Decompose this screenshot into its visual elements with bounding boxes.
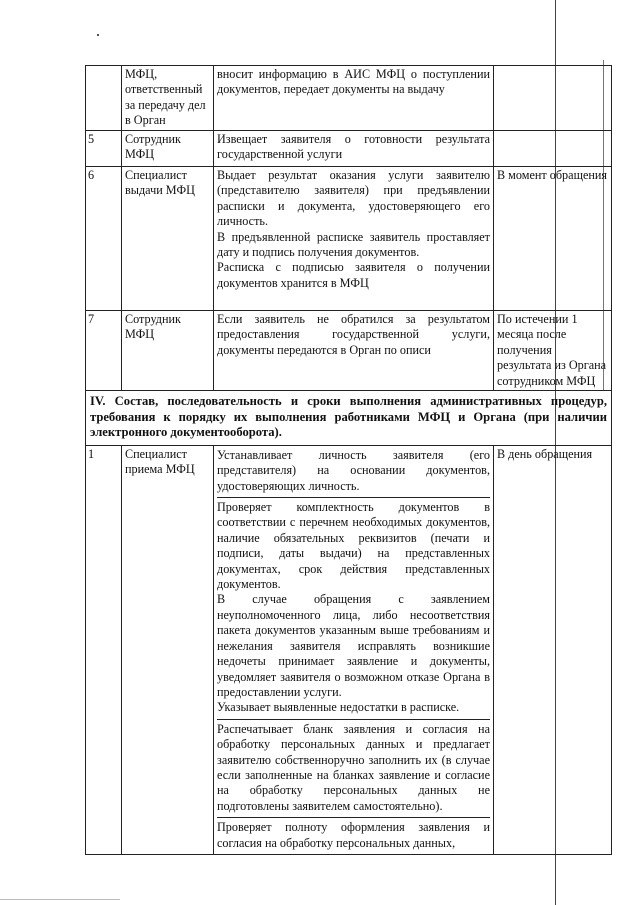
table-row — [86, 167, 612, 311]
procedures-table — [85, 65, 612, 855]
executor-cell: Сотрудник МФЦ — [122, 131, 214, 167]
action-step: Устанавливает личность заявителя (его представителя) на основании документов, удостоверяющих личность. — [217, 446, 490, 498]
action-cell — [214, 445, 494, 854]
action-cell: Если заявитель не обратился за результатом предоставления государственной услуги, документы передаются в Орган по описи — [214, 311, 494, 391]
row-number: 5 — [86, 131, 122, 167]
executor-cell: Специалист выдачи МФЦ — [122, 167, 214, 311]
scan-speck — [97, 34, 99, 36]
deadline-cell — [494, 131, 612, 167]
action-step — [217, 498, 490, 720]
action-cell: вносит информацию в АИС МФЦ о поступлении документов, передает документы на выдачу — [214, 66, 494, 131]
executor-cell: МФЦ, ответственный за передачу дел в Орган — [122, 66, 214, 131]
action-paragraph: Проверяет комплектность документов в соответствии с перечнем необходимых документов, наличие обязательных реквизитов (печати и подписи, даты выдачи) на представленных документах, срок действия представленных документов. — [217, 500, 490, 592]
row-number: 1 — [86, 445, 122, 854]
action-paragraph: Расписка с подписью заявителя о получении документов хранится в МФЦ — [217, 260, 490, 290]
section-header: IV. Состав, последовательность и сроки выполнения административных процедур, требования к порядку их выполнения работниками МФЦ и Органа (при наличии электронного документооборота). — [86, 391, 612, 446]
executor-cell: Сотрудник МФЦ — [122, 311, 214, 391]
deadline-cell: В момент обращения — [494, 167, 612, 311]
action-step: Проверяет полноту оформления заявления и согласия на обработку персональных данных, — [217, 820, 490, 850]
action-paragraph: Указывает выявленные недостатки в расписке. — [217, 700, 460, 715]
section-header-row — [86, 391, 612, 446]
table-row — [86, 66, 612, 131]
table-row — [86, 445, 612, 854]
action-paragraph: В случае обращения с заявлением неуполномоченного лица, либо несоответствия пакета документов указанным выше требованиям и нежелания заявителя исправлять возникшие недочеты принимает заявление и документы, уведомляет заявителя о возможном отказе Органа в предоставлении услуги. — [217, 592, 490, 699]
action-paragraph: Выдает результат оказания услуги заявителю (представителю заявителя) при предъявлении расписки и документа, удостоверяющего его личность. — [217, 168, 490, 229]
table-row — [86, 311, 612, 391]
deadline-cell: По истечении 1 месяца после получения результата из Органа сотрудником МФЦ — [494, 311, 612, 391]
deadline-cell: В день обращения — [494, 445, 612, 854]
executor-cell: Специалист приема МФЦ — [122, 445, 214, 854]
action-cell — [214, 167, 494, 311]
deadline-cell — [494, 66, 612, 131]
action-step: Распечатывает бланк заявления и согласия на обработку персональных данных и предлагает заявителю собственноручно заполнить их (в случае если заполненные на бланках заявление и согласие на обработку персональных данных не подготовлены заявителем самостоятельно). — [217, 720, 490, 818]
row-number — [86, 66, 122, 131]
action-paragraph: В предъявленной расписке заявитель проставляет дату и подпись получения документов. — [217, 229, 490, 260]
table-row — [86, 131, 612, 167]
row-number: 6 — [86, 167, 122, 311]
scan-edge-line — [0, 899, 120, 900]
action-cell: Извещает заявителя о готовности результата государственной услуги — [214, 131, 494, 167]
row-number: 7 — [86, 311, 122, 391]
